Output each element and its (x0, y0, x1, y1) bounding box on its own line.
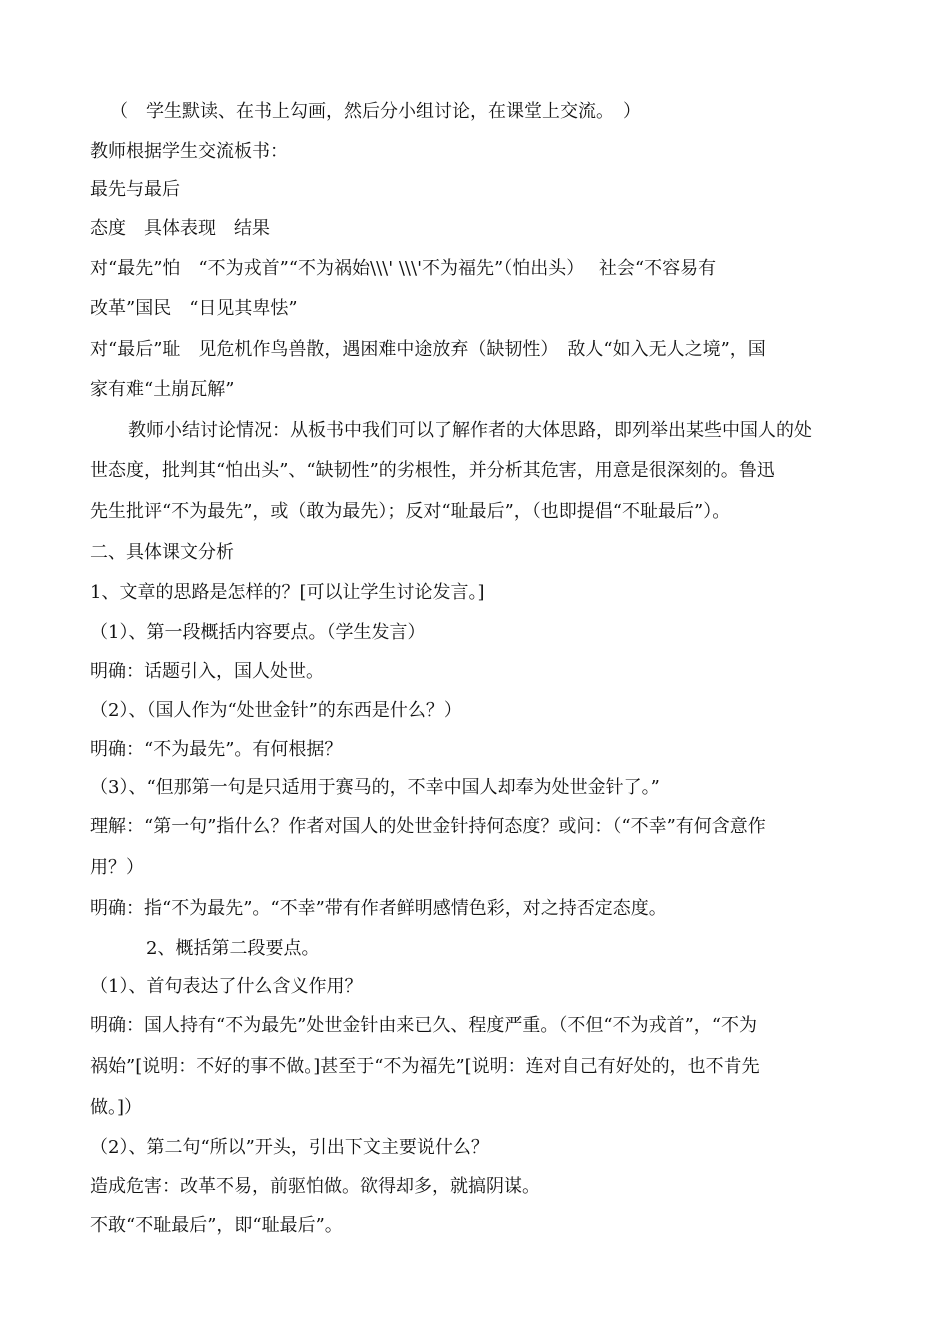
answer-line: 祸始”[说明：不好的事不做。]甚至于“不为福先”[说明：连对自己有好处的，也不肯先 (90, 1056, 760, 1077)
answer-line: 明确：“不为最先”。有何根据？ (90, 739, 343, 760)
question-line: 1、文章的思路是怎样的？[可以让学生讨论发言。] (90, 582, 485, 603)
question-line: （3）、“但那第一句是只适用于赛马的，不幸中国人却奉为处世金针了。” (90, 777, 660, 798)
text-line: 改革”国民 “日见其卑怯” (90, 298, 298, 319)
section-heading: 最先与最后 (90, 179, 180, 200)
text-line: 对“最先”怕 “不为戎首”“不为祸始\\\' \\\'不为福先”（怕出头） 社会“不容易有 (90, 258, 717, 279)
paragraph-line: 世态度，批判其“怕出头”、“缺韧性”的劣根性，并分析其危害，用意是很深刻的。鲁迅 (90, 460, 775, 481)
section-heading: 二、具体课文分析 (90, 542, 234, 563)
table-header-line: 态度 具体表现 结果 (90, 218, 270, 239)
answer-line: 明确：国人持有“不为最先”处世金针由来已久、程度严重。（不但“不为戎首”，“不为 (90, 1015, 758, 1036)
answer-line: 做。]） (90, 1097, 143, 1118)
text-line: （ 学生默读、在书上勾画，然后分小组讨论，在课堂上交流。 ） (110, 101, 641, 122)
text-line: 家有难“土崩瓦解” (90, 379, 235, 400)
answer-line: 明确：指“不为最先”。“不幸”带有作者鲜明感情色彩，对之持否定态度。 (90, 898, 667, 919)
text-line: 教师根据学生交流板书： (90, 141, 288, 162)
paragraph-line: 先生批评“不为最先”，或（敢为最先）；反对“耻最后”，（也即提倡“不耻最后”）。 (90, 501, 731, 522)
text-line: 对“最后”耻 见危机作鸟兽散，遇困难中途放弃（缺韧性） 敌人“如入无人之境”，国 (90, 339, 766, 360)
question-line: 2、概括第二段要点。 (146, 938, 320, 959)
text-line: 用？） (90, 857, 144, 878)
paragraph-line: 教师小结讨论情况：从板书中我们可以了解作者的大体思路，即列举出某些中国人的处 (128, 420, 812, 441)
text-line: 理解：“第一句”指什么？作者对国人的处世金针持何态度？或问：（“不幸”有何含意作 (90, 816, 766, 837)
question-line: （1）、首句表达了什么含义作用？ (90, 976, 363, 997)
text-line: 造成危害：改革不易，前驱怕做。欲得却多，就搞阴谋。 (90, 1176, 540, 1197)
question-line: （1）、第一段概括内容要点。（学生发言） (90, 622, 426, 643)
question-line: （2）、第二句“所以”开头，引出下文主要说什么？ (90, 1137, 489, 1158)
answer-line: 明确：话题引入，国人处世。 (90, 661, 324, 682)
question-line: （2）、（国人作为“处世金针”的东西是什么？） (90, 700, 462, 721)
text-line: 不敢“不耻最后”，即“耻最后”。 (90, 1215, 343, 1236)
